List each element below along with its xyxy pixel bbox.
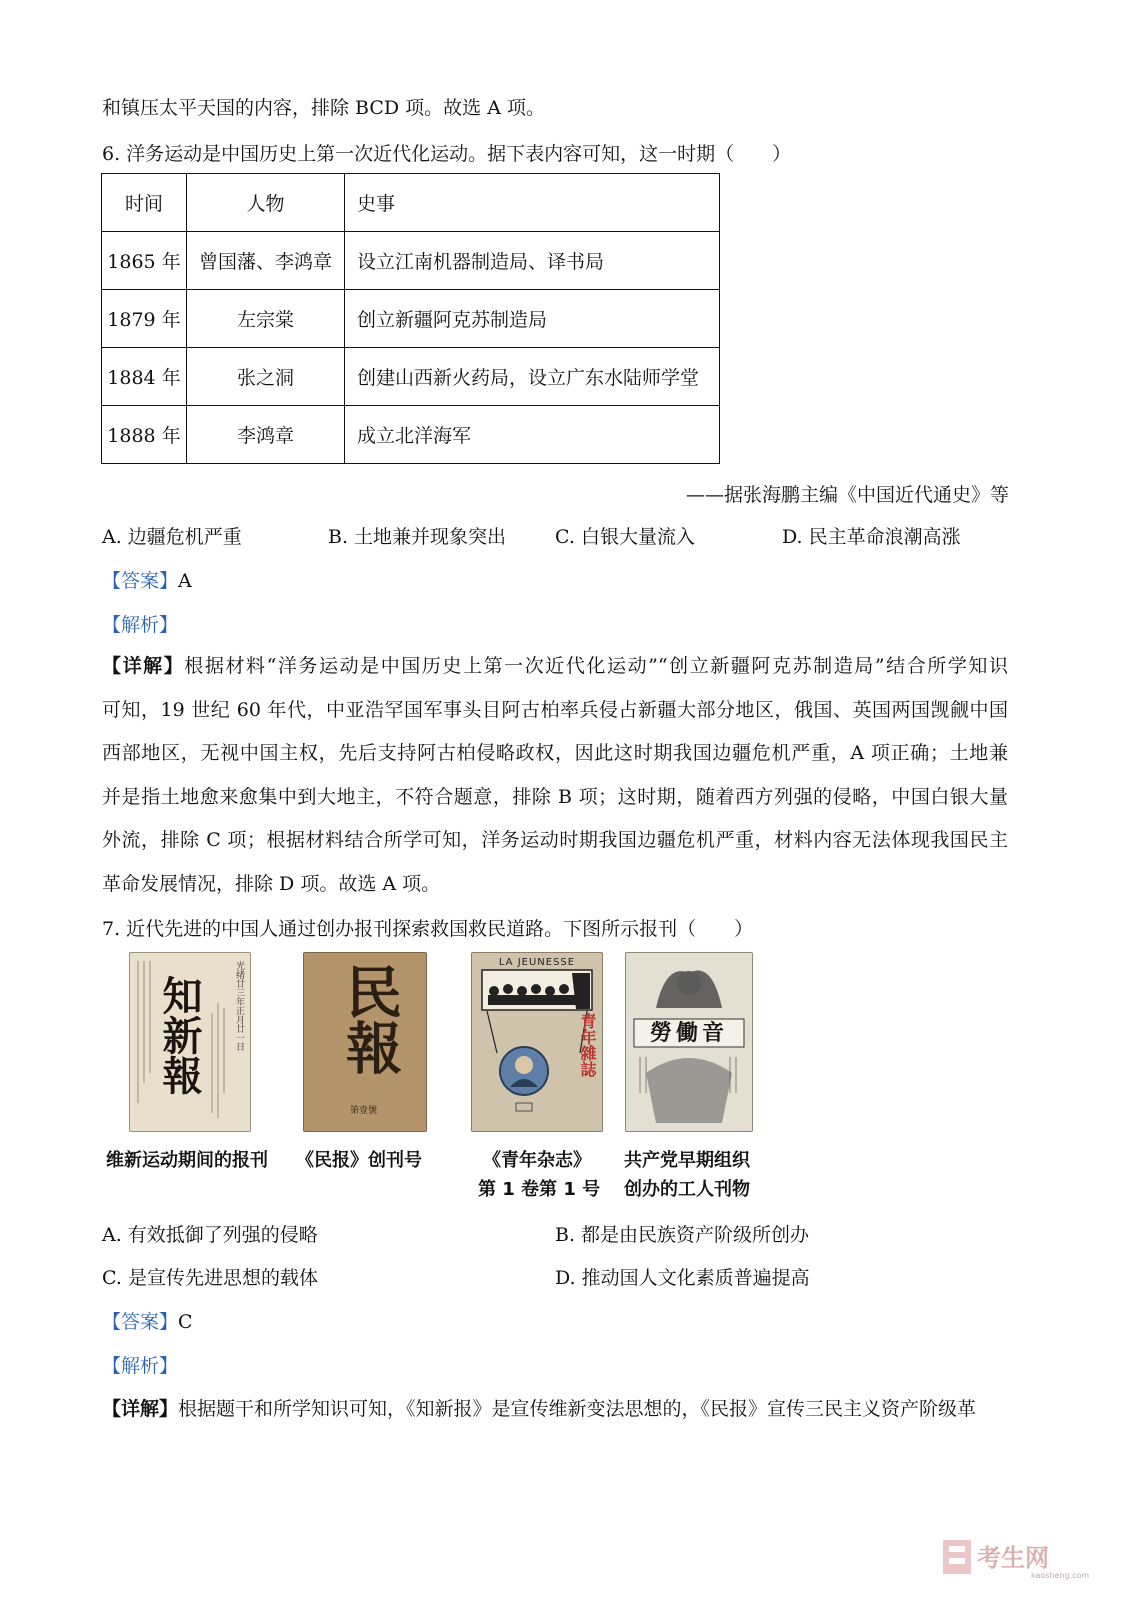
minbao-issue: 第壹號: [350, 1106, 378, 1116]
detail-line: 外流，排除 C 项；根据材料结合所学可知，洋务运动时期我国边疆危机严重，材料内容无法体现我国民主: [102, 829, 1008, 852]
table-cell: 1888 年: [102, 406, 187, 464]
zhixinbao-text-columns: [130, 953, 250, 1131]
table-cell: 1879 年: [102, 290, 187, 348]
table-cell: 1865 年: [102, 232, 187, 290]
minbao-title: 民報: [337, 963, 403, 1075]
answer-tag: 【答案】: [102, 570, 179, 592]
table-row: [102, 406, 720, 464]
q6-table: [101, 173, 720, 464]
table-cell: 成立北洋海军: [345, 406, 720, 464]
detail-text: 根据题干和所学知识可知，《知新报》是宣传维新变法思想的，《民报》宣传三民主义资产阶级革: [178, 1398, 977, 1420]
caption-laodongyin-line2: 创办的工人刊物: [624, 1179, 750, 1200]
detail-line: 并是指土地愈来愈集中到大地主，不符合题意，排除 B 项；这时期，随着西方列强的侵略，中国白银大量: [102, 785, 1008, 808]
detail-tag: 【详解】: [102, 1398, 179, 1420]
magazine-qingnian-image: [471, 952, 603, 1132]
q7-option-d: D. 推动国人文化素质普遍提高: [555, 1267, 810, 1289]
detail-tag: 【详解】: [102, 655, 185, 677]
q6-answer: [102, 566, 192, 593]
caption-minbao: 《民报》创刊号: [296, 1150, 422, 1171]
q6-option-d: D. 民主革命浪潮高涨: [782, 526, 961, 548]
table-header-row: [102, 174, 720, 232]
watermark-logo: [941, 1536, 1091, 1580]
table-cell: 张之洞: [187, 348, 345, 406]
detail-line: 可知，19 世纪 60 年代，中亚浩罕国军事头目阿古柏率兵侵占新疆大部分地区，俄国、英国两国觊觎中国: [102, 698, 1008, 721]
table-cell: 创建山西新火药局，设立广东水陆师学堂: [345, 348, 720, 406]
caption-qingnian-line1: 《青年杂志》: [483, 1150, 591, 1171]
zhixinbao-title: 知新報: [156, 975, 203, 1095]
table-header-cell: 史事: [345, 174, 720, 232]
q7-analysis-tag: 【解析】: [102, 1355, 179, 1377]
q6-stem: 6. 洋务运动是中国历史上第一次近代化运动。据下表内容可知，这一时期（ ）: [102, 143, 792, 165]
q7-answer: [102, 1307, 193, 1334]
table-row: [102, 348, 720, 406]
q6-option-a: A. 边疆危机严重: [102, 526, 242, 548]
laodongyin-title: 勞働音: [649, 1020, 728, 1046]
answer-value: C: [178, 1311, 193, 1333]
newspaper-minbao-image: [303, 952, 427, 1132]
newspaper-zhixinbao-image: [129, 952, 251, 1132]
table-cell: 李鸿章: [187, 406, 345, 464]
q6-analysis-tag: 【解析】: [102, 614, 179, 636]
watermark-brand: 考生网: [977, 1544, 1049, 1572]
zhixinbao-side-text: 光绪廿三年正月廿一日: [234, 961, 244, 1051]
q6-detail: [102, 645, 1008, 907]
caption-laodongyin-line1: 共产党早期组织: [624, 1150, 750, 1171]
q7-stem: 7. 近代先进的中国人通过创办报刊探索救国救民道路。下图所示报刊（ ）: [102, 918, 754, 940]
caption-zhixinbao: 维新运动期间的报刊: [106, 1150, 268, 1171]
q6-source: ——据张海鹏主编《中国近代通史》等: [685, 484, 1009, 506]
q7-option-a: A. 有效抵御了列强的侵略: [102, 1224, 318, 1246]
watermark-url: kaosheng.com: [1031, 1571, 1090, 1580]
qingnian-title: 青年雜誌: [578, 1013, 597, 1077]
table-cell: 创立新疆阿克苏制造局: [345, 290, 720, 348]
detail-line: 西部地区，无视中国主权，先后支持阿古柏侵略政权，因此这时期我国边疆危机严重，A 项正确；土地兼: [102, 742, 1008, 765]
q7-option-b: B. 都是由民族资产阶级所创办: [555, 1224, 810, 1246]
qingnian-header: LA JEUNESSE: [498, 957, 576, 968]
answer-tag: 【答案】: [102, 1311, 179, 1333]
intro-line: 和镇压太平天国的内容，排除 BCD 项。故选 A 项。: [102, 97, 545, 119]
table-cell: 左宗棠: [187, 290, 345, 348]
answer-value: A: [178, 570, 192, 592]
watermark: [941, 1536, 1091, 1585]
q7-option-c: C. 是宣传先进思想的载体: [102, 1267, 318, 1289]
table-header-cell: 人物: [187, 174, 345, 232]
q7-detail: [102, 1394, 976, 1421]
detail-line: 革命发展情况，排除 D 项。故选 A 项。: [102, 872, 441, 895]
table-cell: 曾国藩、李鸿章: [187, 232, 345, 290]
magazine-laodongyin-image: [625, 952, 753, 1132]
table-header-cell: 时间: [102, 174, 187, 232]
table-cell: 1884 年: [102, 348, 187, 406]
q6-option-b: B. 土地兼并现象突出: [328, 526, 507, 548]
table-cell: 设立江南机器制造局、译书局: [345, 232, 720, 290]
caption-qingnian-line2: 第 1 卷第 1 号: [478, 1179, 601, 1200]
detail-line: 【详解】根据材料“洋务运动是中国历史上第一次近代化运动”“创立新疆阿克苏制造局”结合所学知识: [102, 655, 1008, 677]
table-row: [102, 232, 720, 290]
table-row: [102, 290, 720, 348]
q6-option-c: C. 白银大量流入: [555, 526, 695, 548]
